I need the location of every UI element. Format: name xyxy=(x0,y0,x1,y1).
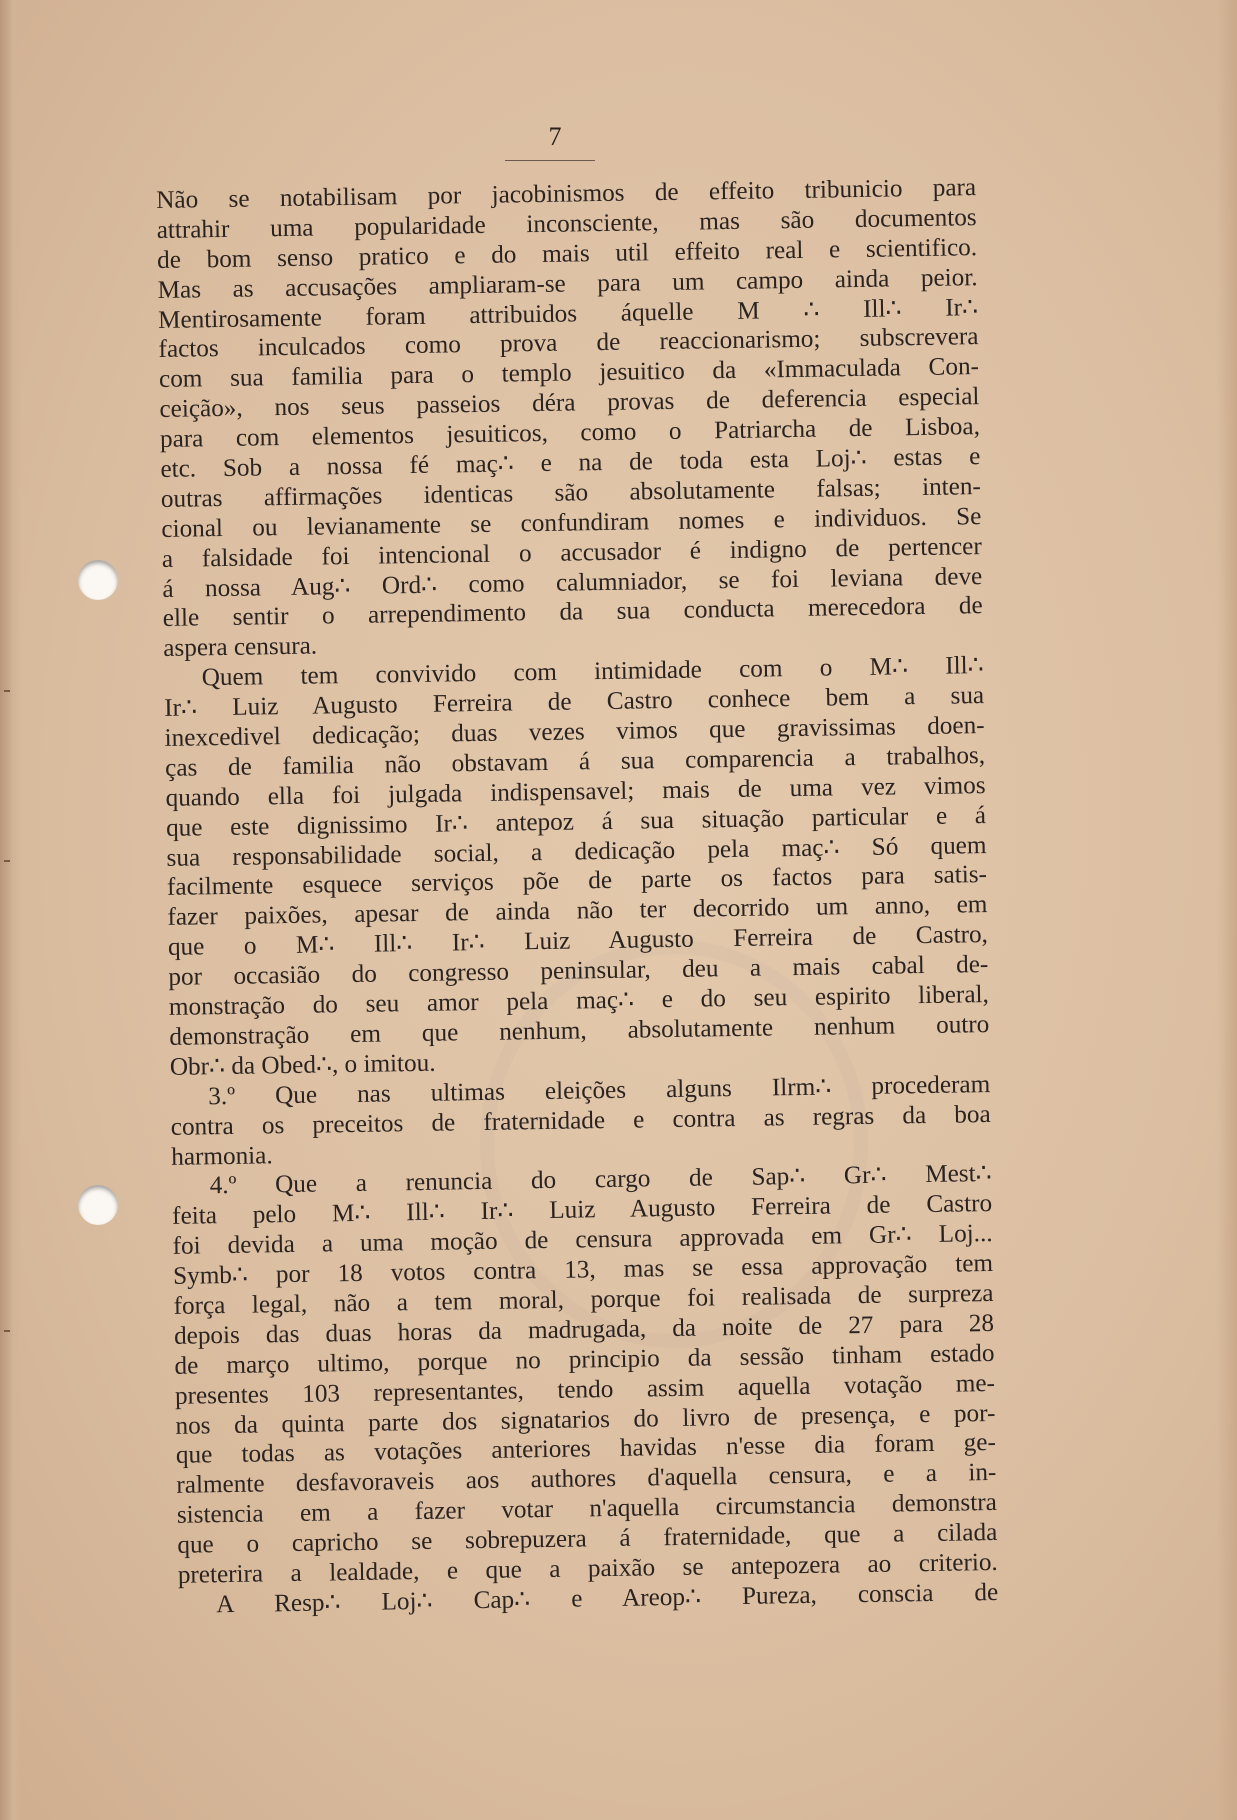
text-line: etc. Sob a nossa fé maç∴ e na de toda esta Loj∴ estas e xyxy=(160,443,981,483)
text-line: que o M∴ Ill∴ Ir∴ Luiz Augusto Ferreira de Castro, xyxy=(167,921,989,962)
text-line: cional ou levianamente se confundiram nomes e individuos. Se xyxy=(161,502,982,543)
text-line: 4.º Que a renuncia do cargo de Sap∴ Gr∴ Mest∴ xyxy=(209,1160,992,1200)
binding-mark xyxy=(4,1330,10,1332)
text-line: demonstração em que nenhum, absolutamente nenhum outro xyxy=(169,1010,990,1051)
text-line: 3.º Que nas ultimas eleições alguns Ilrm∴ procederam xyxy=(208,1070,991,1111)
text-line: sua responsabilidade social, a dedicação pela maç∴ Só quem xyxy=(166,831,987,872)
text-line: força legal, não a tem moral, porque foi realisada de surpreza xyxy=(173,1279,994,1320)
binding-mark xyxy=(4,860,10,862)
text-line: Mas as accusações ampliaram-se para um campo ainda peior. xyxy=(157,263,978,304)
text-line: ralmente desfavoraveis aos authores d'aquella censura, e a in- xyxy=(176,1459,997,1500)
text-line: de março ultimo, porque no principio da sessão tinham estado xyxy=(174,1339,995,1380)
text-line: a falsidade foi intencional o accusador é indigno de pertencer xyxy=(161,532,982,573)
text-line: foi devida a uma moção de censura approvada em Gr∴ Loj... xyxy=(172,1220,993,1261)
text-line: facilmente esquece serviços põe de parte os factos para satis- xyxy=(166,861,988,902)
text-line: depois das duas horas da madrugada, da noite de 27 para 28 xyxy=(173,1309,995,1350)
text-line: contra os preceitos de fraternidade e contra as regras da boa xyxy=(170,1100,991,1141)
body-text xyxy=(156,173,998,1620)
text-line: feita pelo M∴ Ill∴ Ir∴ Luiz Augusto Ferreira de Castro xyxy=(171,1190,993,1231)
punch-hole-top xyxy=(78,560,118,600)
text-line: preterira a lealdade, e que a paixão se antepozera ao criterio. xyxy=(177,1548,998,1589)
text-line: para com elementos jesuiticos, como o Patriarcha de Lisboa, xyxy=(159,413,981,454)
text-line: de bom senso pratico e do mais util effeito real e scientifico. xyxy=(156,233,978,274)
page-number: 7 xyxy=(548,122,562,151)
text-line: presentes 103 representantes, tendo assim aquella votação me- xyxy=(174,1369,996,1410)
text-line: harmonia. xyxy=(171,1141,273,1171)
text-line: que todas as votações anteriores havidas n'esse dia foram ge- xyxy=(175,1429,997,1470)
text-line: fazer paixões, apesar de ainda não ter decorrido um anno, em xyxy=(167,891,988,932)
text-line: nos da quinta parte dos signatarios do livro de presença, e por- xyxy=(175,1399,996,1440)
text-line: por occasião do congresso peninsular, deu a mais cabal de- xyxy=(168,951,989,992)
text-line: inexcedivel dedicação; duas vezes vimos que gravissimas doen- xyxy=(164,712,985,752)
punch-hole-bottom xyxy=(78,1185,118,1225)
text-line: que o capricho se sobrepuzera á fraternidade, que a cilada xyxy=(177,1519,998,1559)
text-line: Mentirosamente foram attribuidos áquelle M ∴ Ill∴ Ir∴ xyxy=(157,293,979,334)
text-line: Symb∴ por 18 votos contra 13, mas se essa approvação tem xyxy=(172,1250,994,1290)
text-line: com sua familia para o templo jesuitico da «Immaculada Con- xyxy=(158,353,980,394)
text-line: ças de familia não obstavam á sua comparencia a trabalhos, xyxy=(164,741,986,782)
header-rule xyxy=(505,160,595,161)
text-line: aspera censura. xyxy=(163,632,318,663)
text-line: Quem tem convivido com intimidade com o M∴ Ill∴ xyxy=(201,652,984,692)
text-line: outras affirmações identicas são absolutamente falsas; inten- xyxy=(160,472,982,513)
text-line: Ir∴ Luiz Augusto Ferreira de Castro conhece bem a sua xyxy=(163,682,985,723)
text-line: que este dignissimo Ir∴ antepoz á sua situação particular e á xyxy=(165,801,987,842)
text-line: Obr∴ da Obed∴, o imitou. xyxy=(169,1049,436,1081)
text-line: factos inculcados como prova de reaccionarismo; subscrevera xyxy=(158,323,979,364)
text-line: ceição», nos seus passeios déra provas de deferencia especial xyxy=(159,383,980,424)
text-line: quando ella foi julgada indispensavel; mais de uma vez vimos xyxy=(165,771,986,812)
text-line: A Resp∴ Loj∴ Cap∴ e Areop∴ Pureza, conscia de xyxy=(216,1578,999,1619)
text-line: elle sentir o arrependimento da sua conducta merecedora de xyxy=(162,592,983,633)
text-line: attrahir uma popularidade inconsciente, mas são documentos xyxy=(156,204,977,244)
binding-mark xyxy=(4,690,10,692)
text-line: monstração do seu amor pela maç∴ e do seu espirito liberal, xyxy=(168,981,990,1021)
text-line: Não se notabilisam por jacobinismos de effeito tribunicio para xyxy=(156,174,977,214)
text-line: á nossa Aug∴ Ord∴ como calumniador, se foi leviana deve xyxy=(162,562,983,603)
text-line: sistencia em a fazer votar n'aquella circumstancia demonstra xyxy=(176,1489,997,1530)
